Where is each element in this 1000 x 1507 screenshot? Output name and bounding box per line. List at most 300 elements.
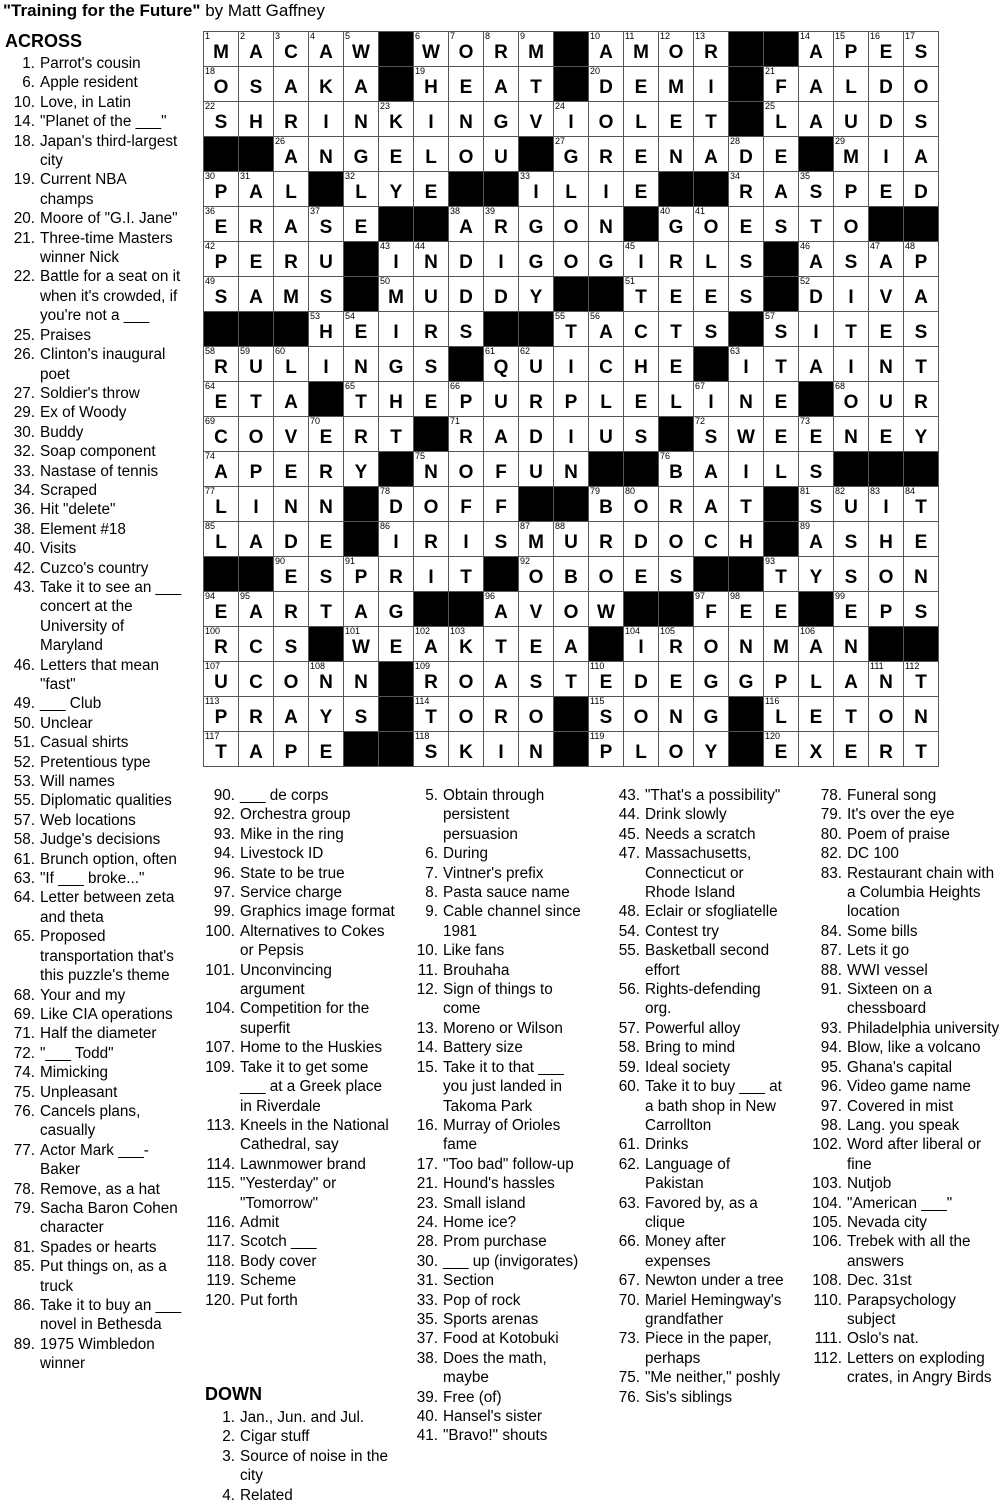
grid-cell[interactable] <box>519 67 554 102</box>
grid-cell[interactable] <box>274 242 309 277</box>
grid-cell[interactable] <box>344 137 379 172</box>
grid-cell[interactable] <box>659 347 694 382</box>
grid-cell[interactable] <box>554 137 589 172</box>
grid-cell[interactable] <box>764 312 799 347</box>
grid-cell[interactable] <box>834 32 869 67</box>
grid-cell[interactable] <box>904 592 939 627</box>
grid-cell[interactable] <box>589 137 624 172</box>
grid-cell[interactable] <box>239 662 274 697</box>
grid-cell[interactable] <box>239 242 274 277</box>
grid-cell[interactable] <box>729 627 764 662</box>
grid-cell[interactable] <box>834 312 869 347</box>
grid-cell[interactable] <box>449 697 484 732</box>
grid-cell[interactable] <box>484 207 519 242</box>
grid-cell[interactable] <box>414 32 449 67</box>
grid-cell[interactable] <box>449 487 484 522</box>
grid-cell[interactable] <box>344 67 379 102</box>
grid-cell[interactable] <box>554 242 589 277</box>
grid-cell[interactable] <box>414 522 449 557</box>
grid-cell[interactable] <box>729 487 764 522</box>
grid-cell[interactable] <box>239 732 274 767</box>
grid-cell[interactable] <box>379 347 414 382</box>
grid-cell[interactable] <box>659 32 694 67</box>
grid-cell[interactable] <box>204 732 239 767</box>
grid-cell[interactable] <box>834 697 869 732</box>
grid-cell[interactable] <box>694 32 729 67</box>
grid-cell[interactable] <box>834 487 869 522</box>
grid-cell[interactable] <box>624 697 659 732</box>
grid-cell[interactable] <box>694 102 729 137</box>
grid-cell[interactable] <box>659 137 694 172</box>
grid-cell[interactable] <box>904 32 939 67</box>
grid-cell[interactable] <box>869 312 904 347</box>
grid-cell[interactable] <box>659 697 694 732</box>
grid-cell[interactable] <box>344 172 379 207</box>
grid-cell[interactable] <box>379 487 414 522</box>
grid-cell[interactable] <box>309 32 344 67</box>
grid-cell[interactable] <box>414 277 449 312</box>
grid-cell[interactable] <box>904 417 939 452</box>
grid-cell[interactable] <box>694 627 729 662</box>
grid-cell[interactable] <box>834 172 869 207</box>
grid-cell[interactable] <box>869 172 904 207</box>
grid-cell[interactable] <box>764 347 799 382</box>
grid-cell[interactable] <box>659 382 694 417</box>
grid-cell[interactable] <box>344 662 379 697</box>
grid-cell[interactable] <box>729 207 764 242</box>
grid-cell[interactable] <box>484 382 519 417</box>
grid-cell[interactable] <box>484 102 519 137</box>
grid-cell[interactable] <box>729 277 764 312</box>
grid-cell[interactable] <box>414 137 449 172</box>
grid-cell[interactable] <box>834 732 869 767</box>
grid-cell[interactable] <box>484 452 519 487</box>
grid-cell[interactable] <box>764 382 799 417</box>
grid-cell[interactable] <box>624 32 659 67</box>
grid-cell[interactable] <box>799 242 834 277</box>
grid-cell[interactable] <box>414 627 449 662</box>
grid-cell[interactable] <box>869 137 904 172</box>
grid-cell[interactable] <box>729 417 764 452</box>
grid-cell[interactable] <box>729 382 764 417</box>
grid-cell[interactable] <box>449 242 484 277</box>
grid-cell[interactable] <box>379 417 414 452</box>
grid-cell[interactable] <box>204 102 239 137</box>
grid-cell[interactable] <box>904 67 939 102</box>
grid-cell[interactable] <box>309 207 344 242</box>
grid-cell[interactable] <box>449 67 484 102</box>
grid-cell[interactable] <box>589 207 624 242</box>
grid-cell[interactable] <box>344 382 379 417</box>
grid-cell[interactable] <box>624 67 659 102</box>
grid-cell[interactable] <box>659 662 694 697</box>
grid-cell[interactable] <box>834 137 869 172</box>
grid-cell[interactable] <box>764 557 799 592</box>
grid-cell[interactable] <box>309 417 344 452</box>
grid-cell[interactable] <box>589 487 624 522</box>
grid-cell[interactable] <box>519 102 554 137</box>
grid-cell[interactable] <box>869 102 904 137</box>
grid-cell[interactable] <box>834 347 869 382</box>
grid-cell[interactable] <box>449 207 484 242</box>
grid-cell[interactable] <box>869 347 904 382</box>
grid-cell[interactable] <box>624 522 659 557</box>
grid-cell[interactable] <box>309 732 344 767</box>
grid-cell[interactable] <box>729 592 764 627</box>
grid-cell[interactable] <box>554 382 589 417</box>
grid-cell[interactable] <box>344 312 379 347</box>
grid-cell[interactable] <box>904 487 939 522</box>
grid-cell[interactable] <box>519 592 554 627</box>
grid-cell[interactable] <box>414 662 449 697</box>
grid-cell[interactable] <box>309 557 344 592</box>
grid-cell[interactable] <box>834 592 869 627</box>
grid-cell[interactable] <box>414 732 449 767</box>
grid-cell[interactable] <box>554 102 589 137</box>
grid-cell[interactable] <box>834 417 869 452</box>
grid-cell[interactable] <box>834 67 869 102</box>
grid-cell[interactable] <box>554 172 589 207</box>
grid-cell[interactable] <box>554 207 589 242</box>
grid-cell[interactable] <box>764 207 799 242</box>
grid-cell[interactable] <box>694 312 729 347</box>
grid-cell[interactable] <box>659 242 694 277</box>
grid-cell[interactable] <box>204 592 239 627</box>
grid-cell[interactable] <box>519 347 554 382</box>
grid-cell[interactable] <box>589 557 624 592</box>
grid-cell[interactable] <box>239 172 274 207</box>
grid-cell[interactable] <box>449 312 484 347</box>
grid-cell[interactable] <box>694 242 729 277</box>
grid-cell[interactable] <box>694 732 729 767</box>
grid-cell[interactable] <box>274 382 309 417</box>
grid-cell[interactable] <box>204 32 239 67</box>
grid-cell[interactable] <box>869 662 904 697</box>
grid-cell[interactable] <box>239 347 274 382</box>
grid-cell[interactable] <box>449 102 484 137</box>
grid-cell[interactable] <box>764 697 799 732</box>
grid-cell[interactable] <box>309 452 344 487</box>
grid-cell[interactable] <box>799 32 834 67</box>
grid-cell[interactable] <box>869 487 904 522</box>
grid-cell[interactable] <box>729 662 764 697</box>
grid-cell[interactable] <box>904 557 939 592</box>
grid-cell[interactable] <box>274 627 309 662</box>
grid-cell[interactable] <box>904 102 939 137</box>
grid-cell[interactable] <box>344 32 379 67</box>
grid-cell[interactable] <box>799 557 834 592</box>
grid-cell[interactable] <box>659 522 694 557</box>
grid-cell[interactable] <box>799 627 834 662</box>
grid-cell[interactable] <box>449 662 484 697</box>
grid-cell[interactable] <box>309 242 344 277</box>
grid-cell[interactable] <box>694 207 729 242</box>
grid-cell[interactable] <box>239 67 274 102</box>
grid-cell[interactable] <box>589 522 624 557</box>
grid-cell[interactable] <box>729 242 764 277</box>
grid-cell[interactable] <box>239 102 274 137</box>
grid-cell[interactable] <box>204 382 239 417</box>
grid-cell[interactable] <box>624 242 659 277</box>
grid-cell[interactable] <box>799 207 834 242</box>
grid-cell[interactable] <box>869 277 904 312</box>
grid-cell[interactable] <box>484 137 519 172</box>
grid-cell[interactable] <box>274 137 309 172</box>
grid-cell[interactable] <box>904 662 939 697</box>
grid-cell[interactable] <box>904 382 939 417</box>
grid-cell[interactable] <box>204 697 239 732</box>
grid-cell[interactable] <box>869 382 904 417</box>
grid-cell[interactable] <box>239 32 274 67</box>
grid-cell[interactable] <box>659 277 694 312</box>
grid-cell[interactable] <box>694 697 729 732</box>
grid-cell[interactable] <box>624 627 659 662</box>
grid-cell[interactable] <box>659 67 694 102</box>
grid-cell[interactable] <box>904 172 939 207</box>
grid-cell[interactable] <box>834 207 869 242</box>
grid-cell[interactable] <box>414 172 449 207</box>
grid-cell[interactable] <box>484 522 519 557</box>
grid-cell[interactable] <box>309 102 344 137</box>
grid-cell[interactable] <box>904 697 939 732</box>
grid-cell[interactable] <box>274 417 309 452</box>
grid-cell[interactable] <box>274 102 309 137</box>
grid-cell[interactable] <box>904 347 939 382</box>
grid-cell[interactable] <box>904 312 939 347</box>
grid-cell[interactable] <box>694 662 729 697</box>
grid-cell[interactable] <box>729 137 764 172</box>
grid-cell[interactable] <box>624 487 659 522</box>
grid-cell[interactable] <box>309 277 344 312</box>
grid-cell[interactable] <box>659 207 694 242</box>
grid-cell[interactable] <box>414 347 449 382</box>
grid-cell[interactable] <box>484 277 519 312</box>
grid-cell[interactable] <box>589 417 624 452</box>
grid-cell[interactable] <box>414 452 449 487</box>
grid-cell[interactable] <box>659 102 694 137</box>
grid-cell[interactable] <box>554 557 589 592</box>
grid-cell[interactable] <box>274 452 309 487</box>
grid-cell[interactable] <box>764 172 799 207</box>
grid-cell[interactable] <box>414 67 449 102</box>
grid-cell[interactable] <box>484 592 519 627</box>
grid-cell[interactable] <box>204 487 239 522</box>
grid-cell[interactable] <box>659 557 694 592</box>
grid-cell[interactable] <box>624 417 659 452</box>
grid-cell[interactable] <box>869 697 904 732</box>
grid-cell[interactable] <box>729 172 764 207</box>
grid-cell[interactable] <box>694 452 729 487</box>
grid-cell[interactable] <box>589 172 624 207</box>
grid-cell[interactable] <box>519 627 554 662</box>
grid-cell[interactable] <box>869 557 904 592</box>
grid-cell[interactable] <box>904 522 939 557</box>
grid-cell[interactable] <box>484 347 519 382</box>
grid-cell[interactable] <box>519 32 554 67</box>
grid-cell[interactable] <box>834 382 869 417</box>
grid-cell[interactable] <box>274 592 309 627</box>
grid-cell[interactable] <box>554 417 589 452</box>
grid-cell[interactable] <box>519 522 554 557</box>
grid-cell[interactable] <box>449 627 484 662</box>
grid-cell[interactable] <box>344 557 379 592</box>
grid-cell[interactable] <box>519 207 554 242</box>
grid-cell[interactable] <box>449 417 484 452</box>
grid-cell[interactable] <box>274 277 309 312</box>
grid-cell[interactable] <box>379 627 414 662</box>
grid-cell[interactable] <box>344 452 379 487</box>
grid-cell[interactable] <box>484 487 519 522</box>
grid-cell[interactable] <box>519 732 554 767</box>
grid-cell[interactable] <box>624 557 659 592</box>
grid-cell[interactable] <box>764 417 799 452</box>
grid-cell[interactable] <box>379 382 414 417</box>
grid-cell[interactable] <box>239 592 274 627</box>
grid-cell[interactable] <box>414 487 449 522</box>
grid-cell[interactable] <box>764 452 799 487</box>
grid-cell[interactable] <box>764 662 799 697</box>
grid-cell[interactable] <box>274 522 309 557</box>
grid-cell[interactable] <box>694 67 729 102</box>
grid-cell[interactable] <box>379 312 414 347</box>
grid-cell[interactable] <box>484 242 519 277</box>
grid-cell[interactable] <box>799 312 834 347</box>
grid-cell[interactable] <box>239 382 274 417</box>
grid-cell[interactable] <box>764 137 799 172</box>
grid-cell[interactable] <box>484 662 519 697</box>
grid-cell[interactable] <box>799 522 834 557</box>
grid-cell[interactable] <box>694 592 729 627</box>
grid-cell[interactable] <box>309 347 344 382</box>
grid-cell[interactable] <box>274 487 309 522</box>
grid-cell[interactable] <box>554 452 589 487</box>
grid-cell[interactable] <box>239 487 274 522</box>
grid-cell[interactable] <box>379 102 414 137</box>
grid-cell[interactable] <box>799 347 834 382</box>
grid-cell[interactable] <box>519 662 554 697</box>
grid-cell[interactable] <box>449 557 484 592</box>
grid-cell[interactable] <box>694 137 729 172</box>
grid-cell[interactable] <box>834 102 869 137</box>
grid-cell[interactable] <box>834 242 869 277</box>
grid-cell[interactable] <box>309 67 344 102</box>
grid-cell[interactable] <box>589 662 624 697</box>
grid-cell[interactable] <box>204 347 239 382</box>
grid-cell[interactable] <box>239 627 274 662</box>
grid-cell[interactable] <box>694 417 729 452</box>
grid-cell[interactable] <box>449 522 484 557</box>
grid-cell[interactable] <box>519 557 554 592</box>
grid-cell[interactable] <box>624 277 659 312</box>
grid-cell[interactable] <box>379 522 414 557</box>
grid-cell[interactable] <box>659 627 694 662</box>
grid-cell[interactable] <box>449 452 484 487</box>
grid-cell[interactable] <box>764 732 799 767</box>
grid-cell[interactable] <box>344 697 379 732</box>
grid-cell[interactable] <box>869 32 904 67</box>
grid-cell[interactable] <box>904 732 939 767</box>
grid-cell[interactable] <box>589 67 624 102</box>
grid-cell[interactable] <box>449 277 484 312</box>
grid-cell[interactable] <box>624 172 659 207</box>
grid-cell[interactable] <box>799 452 834 487</box>
grid-cell[interactable] <box>309 137 344 172</box>
grid-cell[interactable] <box>694 487 729 522</box>
grid-cell[interactable] <box>204 452 239 487</box>
grid-cell[interactable] <box>309 312 344 347</box>
grid-cell[interactable] <box>239 277 274 312</box>
grid-cell[interactable] <box>414 382 449 417</box>
grid-cell[interactable] <box>484 67 519 102</box>
grid-cell[interactable] <box>589 347 624 382</box>
grid-cell[interactable] <box>694 522 729 557</box>
grid-cell[interactable] <box>624 347 659 382</box>
grid-cell[interactable] <box>764 627 799 662</box>
grid-cell[interactable] <box>799 697 834 732</box>
grid-cell[interactable] <box>519 417 554 452</box>
grid-cell[interactable] <box>519 172 554 207</box>
grid-cell[interactable] <box>274 347 309 382</box>
grid-cell[interactable] <box>204 242 239 277</box>
grid-cell[interactable] <box>519 242 554 277</box>
grid-cell[interactable] <box>274 207 309 242</box>
grid-cell[interactable] <box>239 417 274 452</box>
grid-cell[interactable] <box>554 592 589 627</box>
grid-cell[interactable] <box>799 662 834 697</box>
grid-cell[interactable] <box>904 137 939 172</box>
grid-cell[interactable] <box>274 697 309 732</box>
grid-cell[interactable] <box>764 102 799 137</box>
grid-cell[interactable] <box>729 452 764 487</box>
grid-cell[interactable] <box>274 557 309 592</box>
grid-cell[interactable] <box>379 242 414 277</box>
grid-cell[interactable] <box>589 592 624 627</box>
grid-cell[interactable] <box>519 277 554 312</box>
grid-cell[interactable] <box>204 67 239 102</box>
grid-cell[interactable] <box>624 312 659 347</box>
grid-cell[interactable] <box>379 137 414 172</box>
grid-cell[interactable] <box>659 732 694 767</box>
grid-cell[interactable] <box>414 102 449 137</box>
grid-cell[interactable] <box>274 732 309 767</box>
grid-cell[interactable] <box>379 557 414 592</box>
grid-cell[interactable] <box>869 242 904 277</box>
grid-cell[interactable] <box>344 417 379 452</box>
grid-cell[interactable] <box>519 382 554 417</box>
grid-cell[interactable] <box>484 732 519 767</box>
grid-cell[interactable] <box>414 697 449 732</box>
grid-cell[interactable] <box>414 312 449 347</box>
grid-cell[interactable] <box>274 67 309 102</box>
grid-cell[interactable] <box>659 487 694 522</box>
grid-cell[interactable] <box>449 137 484 172</box>
grid-cell[interactable] <box>799 417 834 452</box>
grid-cell[interactable] <box>309 522 344 557</box>
grid-cell[interactable] <box>484 32 519 67</box>
grid-cell[interactable] <box>589 102 624 137</box>
grid-cell[interactable] <box>519 697 554 732</box>
grid-cell[interactable] <box>869 522 904 557</box>
grid-cell[interactable] <box>904 242 939 277</box>
grid-cell[interactable] <box>799 102 834 137</box>
grid-cell[interactable] <box>344 592 379 627</box>
grid-cell[interactable] <box>554 627 589 662</box>
grid-cell[interactable] <box>239 522 274 557</box>
grid-cell[interactable] <box>624 382 659 417</box>
grid-cell[interactable] <box>659 452 694 487</box>
grid-cell[interactable] <box>204 522 239 557</box>
grid-cell[interactable] <box>449 732 484 767</box>
